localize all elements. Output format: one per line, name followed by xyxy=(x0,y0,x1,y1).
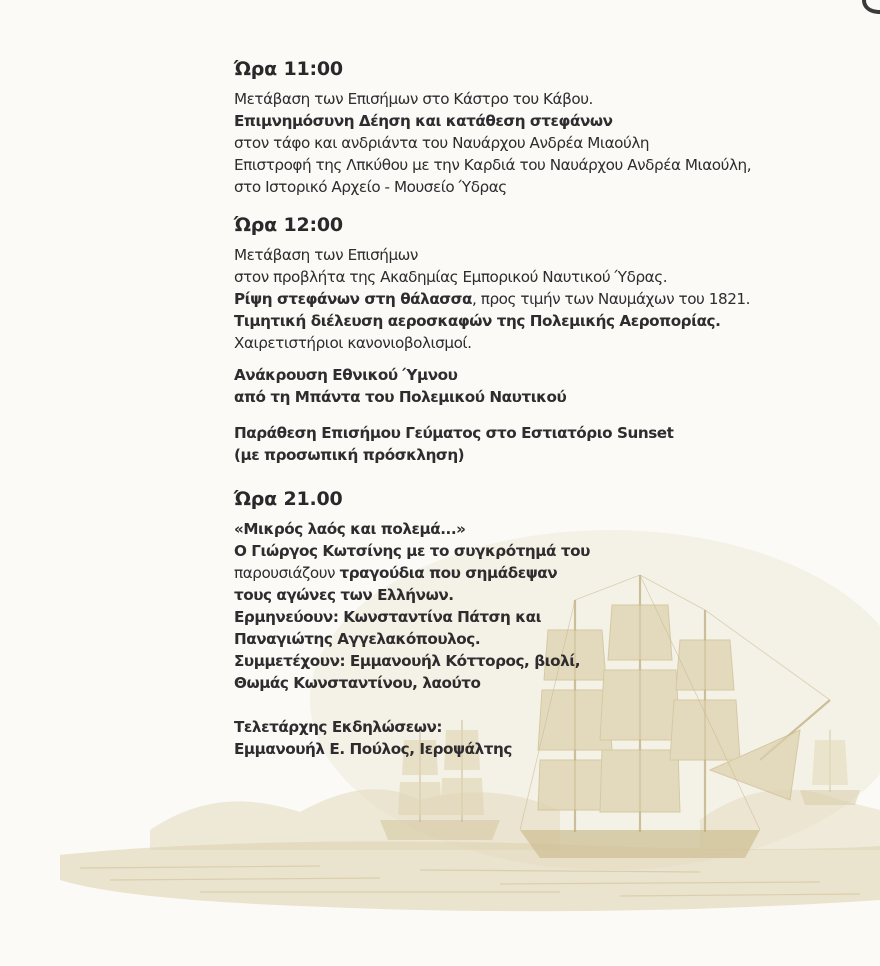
section-line: Επιστροφή της Λπκύθου με την Καρδιά του Ναυάρχου Ανδρέα Μιαούλη, xyxy=(234,156,752,174)
section-line: Επιμνημόσυνη Δέηση και κατάθεση στεφάνων xyxy=(234,112,613,130)
section-heading: Ώρα 12:00 xyxy=(234,214,343,236)
section-heading: Ώρα 21.00 xyxy=(234,488,343,510)
master-line: Τελετάρχης Εκδηλώσεων: xyxy=(234,718,442,736)
section-line: Συμμετέχουν: Εμμανουήλ Κόττορος, βιολί, xyxy=(234,652,581,670)
section-1100 xyxy=(234,56,874,198)
lunch-line: (με προσωπική πρόσκληση) xyxy=(234,446,465,464)
section-line: Μετάβαση των Επισήμων στο Κάστρο του Κάβου. xyxy=(234,90,593,108)
section-2100 xyxy=(234,486,874,760)
master-line: Εμμανουήλ Ε. Πούλος, Ιεροψάλτης xyxy=(234,740,512,758)
section-line: «Μικρός λαός και πολεμά...» xyxy=(234,520,466,538)
section-line: Χαιρετιστήριοι κανονιοβολισμοί. xyxy=(234,334,472,352)
section-line: Ερμηνεύουν: Κωνσταντίνα Πάτση και xyxy=(234,608,542,626)
program-content xyxy=(234,56,874,760)
bold-phrase: Ρίψη στεφάνων στη θάλασσα xyxy=(234,290,473,308)
section-1200 xyxy=(234,212,874,354)
section-line: στον τάφο και ανδριάντα του Ναυάρχου Ανδρέα Μιαούλη xyxy=(234,134,650,152)
section-line: στον προβλήτα της Ακαδημίας Εμπορικού Ναυτικού Ύδρας. xyxy=(234,268,668,286)
anthem-block xyxy=(234,364,874,408)
anthem-line: από τη Μπάντα του Πολεμικού Ναυτικού xyxy=(234,388,567,406)
section-line: τους αγώνες των Ελλήνων. xyxy=(234,586,454,604)
bold-phrase: τραγούδια που σημάδεψαν xyxy=(339,564,558,582)
lunch-line: Παράθεση Επισήμου Γεύματος στο Εστιατόριο Sunset xyxy=(234,424,674,442)
lunch-block xyxy=(234,422,874,466)
section-line: στο Ιστορικό Αρχείο - Μουσείο Ύδρας xyxy=(234,178,507,196)
section-line: Τιμητική διέλευση αεροσκαφών της Πολεμικής Αεροπορίας. xyxy=(234,312,721,330)
section-line: Μετάβαση των Επισήμων xyxy=(234,246,418,264)
anthem-line: Ανάκρουση Εθνικού Ύμνου xyxy=(234,366,458,384)
line-rest: , προς τιμήν των Ναυμάχων του 1821. xyxy=(472,290,750,308)
section-line: Ο Γιώργος Κωτσίνης με το συγκρότημά του xyxy=(234,542,590,560)
corner-mark-icon xyxy=(862,0,880,14)
section-line xyxy=(234,288,874,310)
section-line xyxy=(234,562,874,584)
section-heading: Ώρα 11:00 xyxy=(234,58,343,80)
line-rest: παρουσιάζουν xyxy=(234,564,340,582)
section-line: Παναγιώτης Αγγελακόπουλος. xyxy=(234,630,481,648)
section-line: Θωμάς Κωνσταντίνου, λαούτο xyxy=(234,674,481,692)
